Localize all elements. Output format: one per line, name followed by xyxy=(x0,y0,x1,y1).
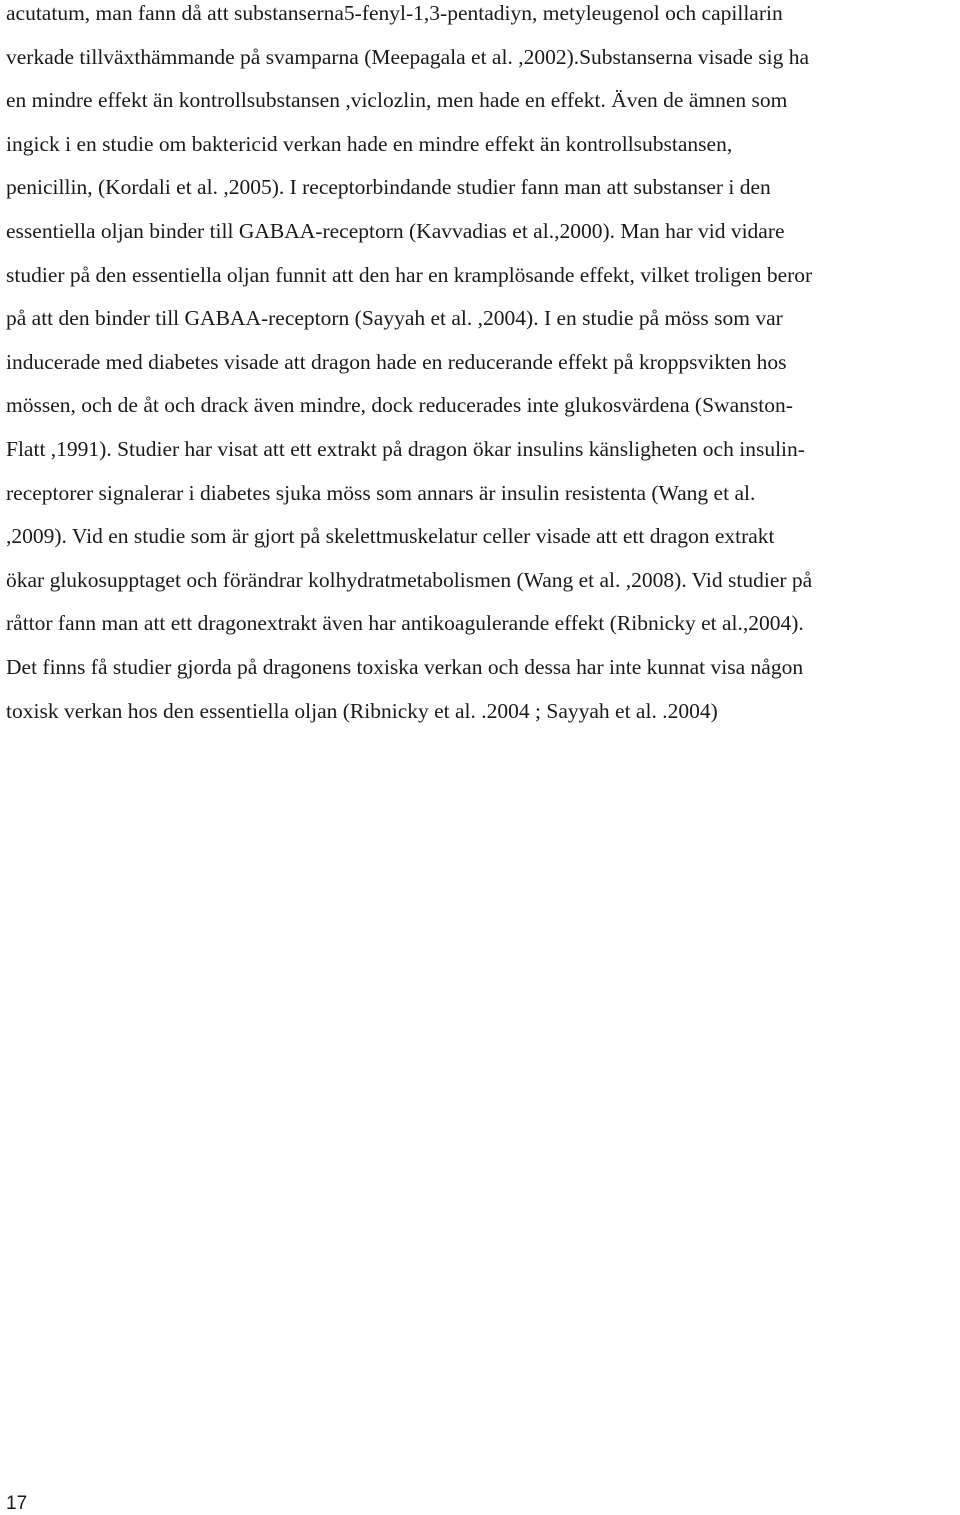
paragraph-line-14: ökar glukosupptaget och förändrar kolhydratmetabolismen (Wang et al. ,2008). Vid studier på xyxy=(6,567,813,592)
paragraph-line-17: toxisk verkan hos den essentiella oljan (Ribnicky et al. .2004 ; Sayyah et al. .2004) xyxy=(6,698,718,723)
paragraph-line-12: receptorer signalerar i diabetes sjuka möss som annars är insulin resistenta (Wang et al. xyxy=(6,480,756,505)
paragraph-line-11: Flatt ,1991). Studier har visat att ett extrakt på dragon ökar insulins känsligheten och insulin- xyxy=(6,436,805,461)
paragraph-line-5: penicillin, (Kordali et al. ,2005). I receptorbindande studier fann man att substanser i den xyxy=(6,175,771,200)
paragraph-line-15: råttor fann man att ett dragonextrakt även har antikoagulerande effekt (Ribnicky et al.,2004). xyxy=(6,611,804,636)
paragraph-line-3: en mindre effekt än kontrollsubstansen ,viclozlin, men hade en effekt. Även de ämnen som xyxy=(6,88,788,113)
page-number: 17 xyxy=(6,1493,28,1514)
paragraph-line-4: ingick i en studie om baktericid verkan hade en mindre effekt än kontrollsubstansen, xyxy=(6,131,733,156)
paragraph-line-10: mössen, och de åt och drack även mindre, dock reducerades inte glukosvärdena (Swanston- xyxy=(6,393,793,418)
paragraph-line-7: studier på den essentiella oljan funnit att den har en kramplösande effekt, vilket troligen beror xyxy=(6,262,813,287)
body-paragraph xyxy=(6,0,960,733)
paragraph-line-13: ,2009). Vid en studie som är gjort på skelettmuskelatur celler visade att ett dragon extrakt xyxy=(6,524,775,549)
paragraph-line-1: acutatum, man fann då att substanserna5-fenyl-1,3-pentadiyn, metyleugenol och capillarin xyxy=(6,1,783,25)
paragraph-line-8: på att den binder till GABAA-receptorn (Sayyah et al. ,2004). I en studie på möss som var xyxy=(6,306,783,331)
paragraph-line-16: Det finns få studier gjorda på dragonens toxiska verkan och dessa har inte kunnat visa någon xyxy=(6,654,804,679)
paragraph-line-9: inducerade med diabetes visade att dragon hade en reducerande effekt på kroppsvikten hos xyxy=(6,349,787,374)
paragraph-line-2: verkade tillväxthämmande på svamparna (Meepagala et al. ,2002).Substanserna visade sig ha xyxy=(6,44,809,69)
paragraph-line-6: essentiella oljan binder till GABAA-receptorn (Kavvadias et al.,2000). Man har vid vidare xyxy=(6,218,785,243)
